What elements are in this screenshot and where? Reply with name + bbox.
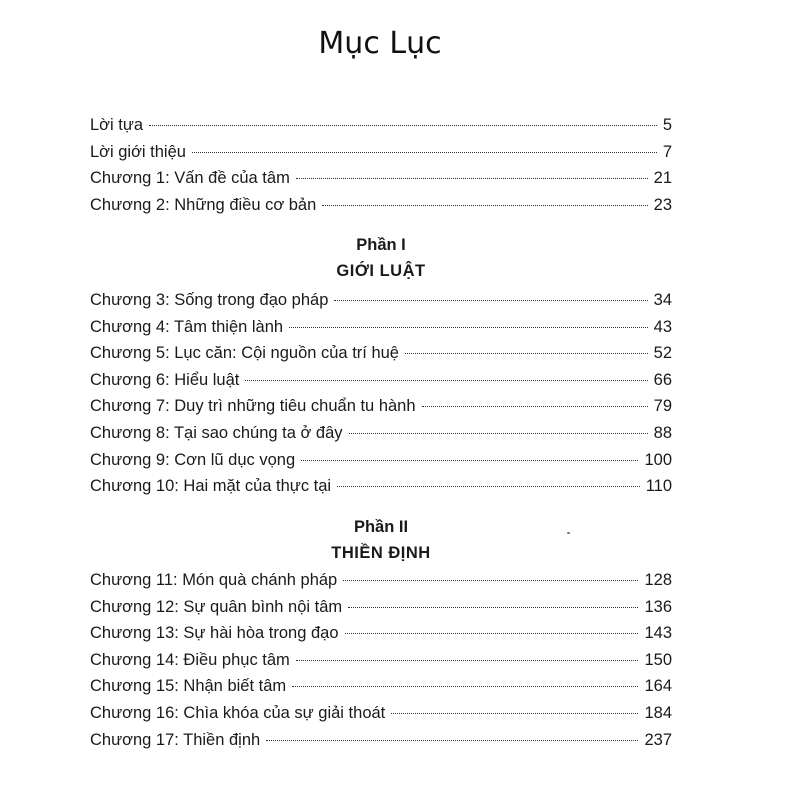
toc-entry xyxy=(90,727,672,754)
toc-entry-label: Chương 12: Sự quân bình nội tâm xyxy=(90,597,343,616)
toc-entry-page: 5 xyxy=(662,116,672,134)
toc-entry-label: Chương 2: Những điều cơ bản xyxy=(90,195,317,214)
dot-leader xyxy=(349,431,648,434)
toc-front-section xyxy=(90,112,672,218)
dot-leader xyxy=(337,484,640,487)
toc-entry-page: 164 xyxy=(644,677,672,696)
part-name: GIỚI LUẬT xyxy=(336,262,426,280)
toc-entry-label: Chương 15: Nhận biết tâm xyxy=(90,677,287,696)
toc-entry xyxy=(90,620,672,647)
dot-leader xyxy=(296,658,639,661)
toc-entry-label: Chương 5: Lục căn: Cội nguồn của trí huệ xyxy=(90,344,399,363)
toc-entry-page: 150 xyxy=(644,650,672,669)
toc-entry xyxy=(90,287,672,314)
toc-entry xyxy=(90,314,672,341)
toc-entry-page: 34 xyxy=(653,291,672,309)
toc-entry xyxy=(90,567,672,594)
toc-entry-label: Chương 1: Vấn đề của tâm xyxy=(90,169,290,188)
dot-leader xyxy=(266,738,638,741)
toc-entry-page: 66 xyxy=(653,370,672,389)
toc-entry-label: Chương 10: Hai mặt của thực tại xyxy=(90,477,332,496)
part-name: THIỀN ĐỊNH xyxy=(331,544,431,562)
toc-entry xyxy=(90,165,672,192)
toc-entry-label: Chương 14: Điều phục tâm xyxy=(90,650,290,669)
toc-entry-label: Lời tựa xyxy=(90,116,144,134)
dot-leader xyxy=(192,150,657,153)
toc-entry xyxy=(90,447,672,474)
toc-part-1-section xyxy=(90,287,672,500)
toc-entry xyxy=(90,700,672,727)
toc-entry-label: Chương 4: Tâm thiện lành xyxy=(90,317,284,336)
toc-entry-label: Chương 11: Món quà chánh pháp xyxy=(90,571,338,589)
toc-entry-label: Chương 8: Tại sao chúng ta ở đây xyxy=(90,423,343,442)
toc-entry-label: Chương 7: Duy trì những tiêu chuẩn tu hành xyxy=(90,397,416,416)
toc-entry-page: 143 xyxy=(644,624,672,643)
toc-entry-label: Chương 3: Sống trong đạo pháp xyxy=(90,291,329,309)
toc-entry xyxy=(90,594,672,621)
toc-entry xyxy=(90,367,672,394)
dot-leader xyxy=(405,351,648,354)
toc-entry-page: 237 xyxy=(644,730,672,749)
toc-entry xyxy=(90,112,672,139)
toc-entry xyxy=(90,393,672,420)
dot-leader xyxy=(345,631,639,634)
toc-entry-label: Chương 13: Sự hài hòa trong đạo xyxy=(90,624,339,643)
toc-entry xyxy=(90,192,672,219)
toc-entry-page: 43 xyxy=(653,317,672,336)
dot-leader xyxy=(245,378,647,381)
toc-entry-page: 7 xyxy=(662,142,672,161)
toc-entry-label: Lời giới thiệu xyxy=(90,142,186,161)
dot-leader xyxy=(343,578,638,581)
toc-entry-page: 128 xyxy=(644,571,672,589)
toc-entry-page: 52 xyxy=(653,344,672,363)
toc-entry-label: Chương 6: Hiểu luật xyxy=(90,370,240,389)
toc-entry-page: 23 xyxy=(653,195,672,214)
toc-entry-page: 21 xyxy=(653,169,672,188)
part-label: Phần II xyxy=(353,518,409,536)
dot-leader xyxy=(391,711,638,714)
toc-entry-page: 79 xyxy=(653,397,672,416)
toc-entry-page: 184 xyxy=(644,703,672,722)
toc-entry-label: Chương 9: Cơn lũ dục vọng xyxy=(90,450,296,469)
toc-part-2-section xyxy=(90,567,672,753)
dot-leader xyxy=(422,404,648,407)
toc-entry xyxy=(90,473,672,500)
toc-entry-page: 88 xyxy=(653,423,672,442)
toc-entry-page: 110 xyxy=(645,477,672,496)
toc-entry xyxy=(90,647,672,674)
toc-entry-label: Chương 16: Chìa khóa của sự giải thoát xyxy=(90,703,386,722)
toc-entry xyxy=(90,139,672,166)
toc-entry-page: 100 xyxy=(644,450,672,469)
dot-leader xyxy=(334,298,647,301)
toc-entry-page: 136 xyxy=(644,597,672,616)
part-label: Phần I xyxy=(356,236,406,254)
part-heading xyxy=(90,232,672,284)
paper-speck xyxy=(567,532,570,534)
page-title: Mục Lục xyxy=(318,26,442,61)
toc-entry-label: Chương 17: Thiền định xyxy=(90,730,261,749)
dot-leader xyxy=(301,458,638,461)
part-heading xyxy=(90,514,672,566)
toc-entry xyxy=(90,340,672,367)
dot-leader xyxy=(322,203,647,206)
dot-leader xyxy=(292,684,638,687)
toc-entry xyxy=(90,673,672,700)
dot-leader xyxy=(348,605,638,608)
dot-leader xyxy=(149,123,657,126)
dot-leader xyxy=(296,176,648,179)
dot-leader xyxy=(289,325,648,328)
toc-entry xyxy=(90,420,672,447)
